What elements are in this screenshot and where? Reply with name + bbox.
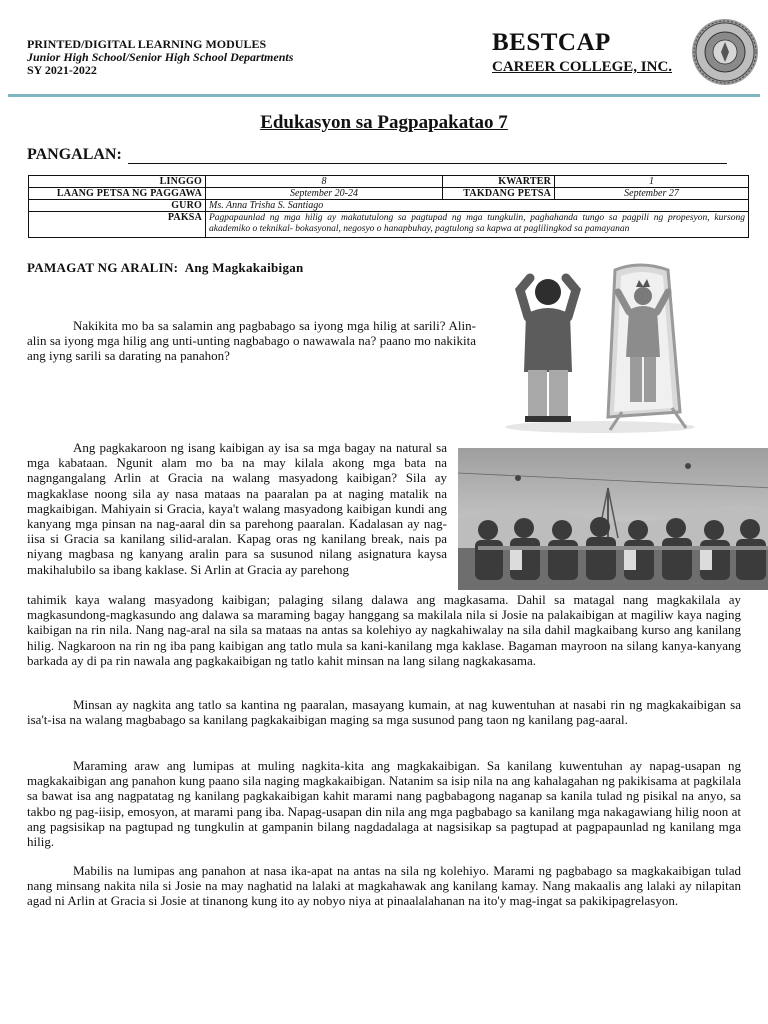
story-paragraph-2: Minsan ay nagkita ang tatlo sa kantina ng paaralan, masayang kumain, at nag kuwentuhan at nasabi rin ng magkakaibigan sa isa't-isa na walang magbabago sa kanilang pagkakaibigan maging sa mga susunod pang taon ng kanilang pag-aaral. xyxy=(27,697,741,728)
header-line1: PRINTED/DIGITAL LEARNING MODULES xyxy=(27,37,267,51)
brand-name: BESTCAP xyxy=(492,29,611,56)
info-table xyxy=(28,175,749,238)
lesson-heading xyxy=(27,260,304,276)
paksa-value: Pagpapaunlad ng mga hilig ay makatutulong sa pagtupad ng mga tungkulin, paghahanda tungo sa pagpili ng propesyon, kursong akademiko o teknikal- bokasyonal, negosyo o hanapbuhay, pagtulong sa kapwa at paglilingkod sa pamayanan xyxy=(206,212,749,238)
name-label: PANGALAN: xyxy=(27,146,122,163)
intro-paragraph: Nakikita mo ba sa salamin ang pagbabago sa iyong mga hilig at sarili? Alin- alin sa iyong mga hilig ang unti-unting nagbabago o nawawala na? paano mo nakikita ang iyng sarili sa darating na panahon? xyxy=(27,318,476,364)
lesson-label: PAMAGAT NG ARALIN: xyxy=(27,260,179,275)
story-paragraph-3: Maraming araw ang lumipas at muling nagkita-kita ang magkakaibigan. Sa kanilang kuwentuhan ay napag-usapan ng magkakaibigan ang panahon kung paano sila naging magkakaibigan. Natanim sa isip nila na ang kahalagahan ng pakikisama at pagkilala sa bawat isa ang nagpatatag ng kanilang pagkakaibigan kahit marami nang pagbabagong naganap sa kanila tulad ng pisikal na anyo, sa takbo ng pag-iisip, emosyon, at marami pang iba. Napag-usapan din nila ang mga pagbabago sa kanilang mga nakagawiang hilig noon at ang pagsisikap na pagtupad ng tungkulin at gampanin bilang nagdadalaga at nagsisikap sa pagtupad at pagpapaunlad ng kanilang mga hilig. xyxy=(27,758,741,850)
header-line2: Junior High School/Senior High School Departments xyxy=(27,50,294,64)
petsa-label: LAANG PETSA NG PAGGAWA xyxy=(29,188,206,200)
takdang-petsa-label: TAKDANG PETSA xyxy=(443,188,555,200)
story-paragraph-1b: tahimik kaya walang masyadong kaibigan; palaging silang dalawa ang magkasama. Dahil sa matagal nang magkakilala ay magkasundong-magkasundo ang dalawa sa maraming bagay hanggang sa makilala nila si Josie na palakaibigan at magiliw kaya naging kaibigan na rin nila. Nang nag-aral na sila sa mataas na antas sa kolehiyo ay nagkahiwalay na sila dahil magkaibang kurso ang kanilang hilig. Nagkaroon na rin ng iba pang kaibigan ang tatlo mula sa kani-kanilang mga kaklase. Bagaman mayroon na silang kanya-kanyang barkada ay di pa rin nawala ang pagkakaibigan ng tatlo kahit minsan na lang silang nagkakasama. xyxy=(27,592,741,668)
guro-label: GURO xyxy=(29,200,206,212)
paksa-label: PAKSA xyxy=(29,212,206,238)
friends-photo xyxy=(458,448,768,590)
name-field-row xyxy=(27,146,727,164)
college-seal-logo xyxy=(691,18,759,86)
kwarter-value: 1 xyxy=(555,176,749,188)
header-left xyxy=(27,38,293,77)
header-line3: SY 2021-2022 xyxy=(27,63,97,77)
takdang-petsa-value: September 27 xyxy=(555,188,749,200)
guro-value: Ms. Anna Trisha S. Santiago xyxy=(206,200,749,212)
petsa-value: September 20-24 xyxy=(206,188,443,200)
story-paragraph-1a: Ang pagkakaroon ng isang kaibigan ay isa sa mga bagay na natural sa mga kabataan. Ngunit alam mo ba na may kilala akong mga bata na nagngangalang Arlin at Gracia na walang masyadong kaibigan? Sila ay magkaklase noong sila ay nasa mataas na paaralan pa at naging matalik na magkaibigan. Mahiyain si Gracia, kaya't walang masyadong kaibigan kundi ang kanyang mga pinsan na nag-aaral din sa parehong paaralan. Kadalasan ay nag-iisa si Gracia sa kanilang silid-aralan. Kapag oras ng kanilang break, nais pa niyang magbasa ng kanyang aralin para sa susunod nilang asignatura kaysa makihalubilo sa ibang kaklase. Si Arlin at Gracia ay parehong xyxy=(27,440,447,577)
lingo-value: 8 xyxy=(206,176,443,188)
kwarter-label: KWARTER xyxy=(443,176,555,188)
brand xyxy=(492,30,672,76)
lesson-title: Ang Magkakaibigan xyxy=(184,260,304,275)
brand-subtitle: CAREER COLLEGE, INC. xyxy=(492,59,673,75)
lingo-label: LINGGO xyxy=(29,176,206,188)
mirror-reflection-illustration xyxy=(490,262,720,434)
document-title: Edukasyon sa Pagpapakatao 7 xyxy=(260,112,508,133)
story-paragraph-4: Mabilis na lumipas ang panahon at nasa ika-apat na antas na sila ng kolehiyo. Marami ng pagbabago sa magkakaibigan tulad nang minsang nakita nila si Josie na may naghatid na lalaki at magkahawak ang kanilang kamay. Nang makaalis ang lalaki ay nilapitan agad ni Arlin at Gracia si Josie at tinanong kung ito ay nobyo niya at pinaalalahanan na ito'y mag-ingat sa pakikipagrelasyon. xyxy=(27,863,741,909)
name-blank-line[interactable] xyxy=(128,149,727,164)
header-divider xyxy=(8,94,760,97)
